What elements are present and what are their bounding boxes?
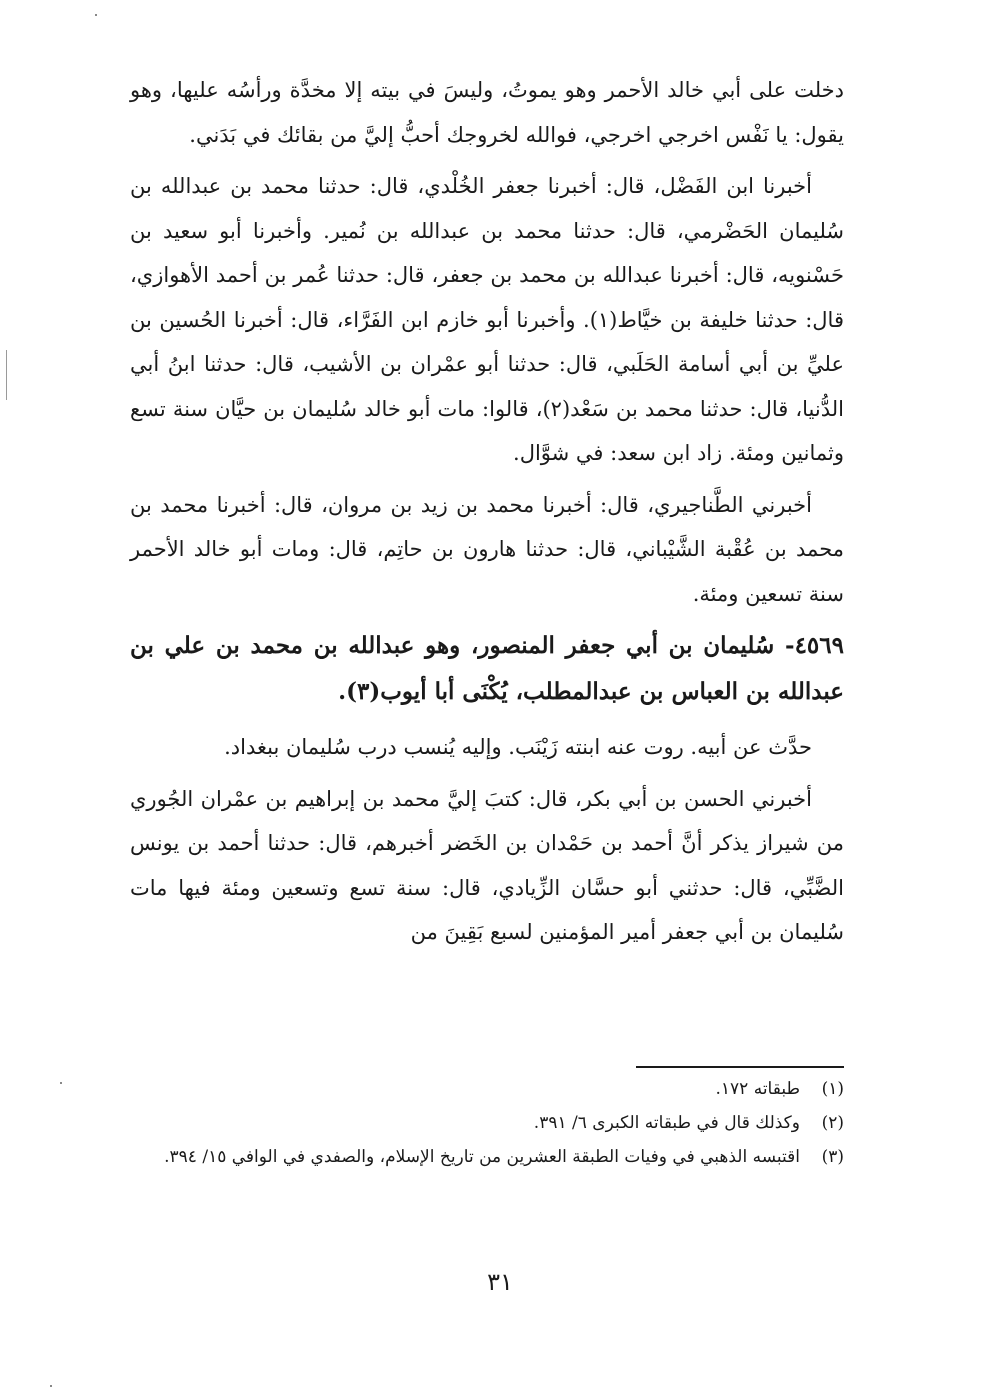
paragraph-2: أخبرنا ابن الفَضْل، قال: أخبرنا جعفر الخُلْدي، قال: حدثنا محمد بن عبدالله بن سُليمان الحَضْرمي، قال: حدثنا محمد بن عبدالله بن نُمير. وأخبرنا أبو سعيد بن حَسْنويه، قال: أخبرنا عبدالله بن محمد بن جعفر، قال: حدثنا عُمر بن أحمد الأهوازي، قال: حدثنا خليفة بن خيَّاط(١). وأخبرنا أبو خازم ابن الفَرَّاء، قال: أخبرنا الحُسين بن عليِّ بن أبي أسامة الحَلَبي، قال: حدثنا أبو عمْران بن الأشيب، قال: حدثنا ابنُ أبي الدُّنيا، قال: حدثنا محمد بن سَعْد(٢)، قالوا: مات أبو خالد سُليمان بن حيَّان سنة تسع وثمانين ومئة. زاد ابن سعد: في شوَّال.: [130, 174, 844, 465]
footnote-item: [130, 1140, 844, 1174]
scan-speck: [95, 14, 97, 16]
footnote-number: (٢): [821, 1113, 844, 1133]
entry-heading: ٤٥٦٩- سُليمان بن أبي جعفر المنصور، وهو عبدالله بن محمد بن علي بن عبدالله بن العباس بن عبدالمطلب، يُكْنَى أبا أيوب(٣).: [130, 632, 844, 705]
paragraph-3: أخبرني الطَّناجيري، قال: أخبرنا محمد بن زيد بن مروان، قال: أخبرنا محمد بن محمد بن عُقْبة الشَّيْباني، قال: حدثنا هارون بن حاتِم، قال: ومات أبو خالد الأحمر سنة تسعين ومئة.: [130, 492, 844, 606]
scan-margin-mark: [6, 350, 7, 400]
footnote-separator: [636, 1066, 844, 1068]
footnote-text: اقتبسه الذهبي في وفيات الطبقة العشرين من تاريخ الإسلام، والصفدي في الوافي ١٥/ ٣٩٤.: [164, 1147, 800, 1167]
paragraph-5: أخبرني الحسن بن أبي بكر، قال: كتبَ إليَّ محمد بن إبراهيم بن عمْران الجُوري من شيراز يذكر أنَّ أحمد بن حَمْدان بن الخَضر أخبرهم، قال: حدثنا أحمد بن يونس الضَّبِّي، قال: حدثني أبو حسَّان الزِّيادي، قال: سنة تسع وتسعين ومئة فيها مات سُليمان بن أبي جعفر أمير المؤمنين لسبع بَقِينَ من: [130, 786, 844, 944]
footnote-number: (١): [821, 1079, 844, 1099]
footnotes: [130, 1072, 844, 1174]
paragraph-4: حدَّث عن أبيه. روت عنه ابنته زَيْنَب. وإليه يُنسب درب سُليمان ببغداد.: [224, 735, 812, 759]
footnote-number: (٣): [821, 1147, 844, 1167]
paragraph-1: دخلت على أبي خالد الأحمر وهو يموتُ، وليسَ في بيته إلا مخدَّة ورأسُه عليها، وهو يقول: يا نَفْس اخرجي اخرجي، فوالله لخروجك أحبُّ إليَّ من بقائك في بَدَني.: [130, 78, 844, 147]
footnote-item: [130, 1072, 844, 1106]
scan-speck: [60, 1082, 62, 1084]
footnote-item: [130, 1106, 844, 1140]
page-number: ٣١: [487, 1268, 513, 1296]
footnote-text: وكذلك قال في طبقاته الكبرى ٦/ ٣٩١.: [533, 1113, 800, 1133]
footnote-text: طبقاته ١٧٢.: [715, 1079, 800, 1099]
scan-speck: [50, 1385, 52, 1387]
main-text: [130, 68, 844, 955]
